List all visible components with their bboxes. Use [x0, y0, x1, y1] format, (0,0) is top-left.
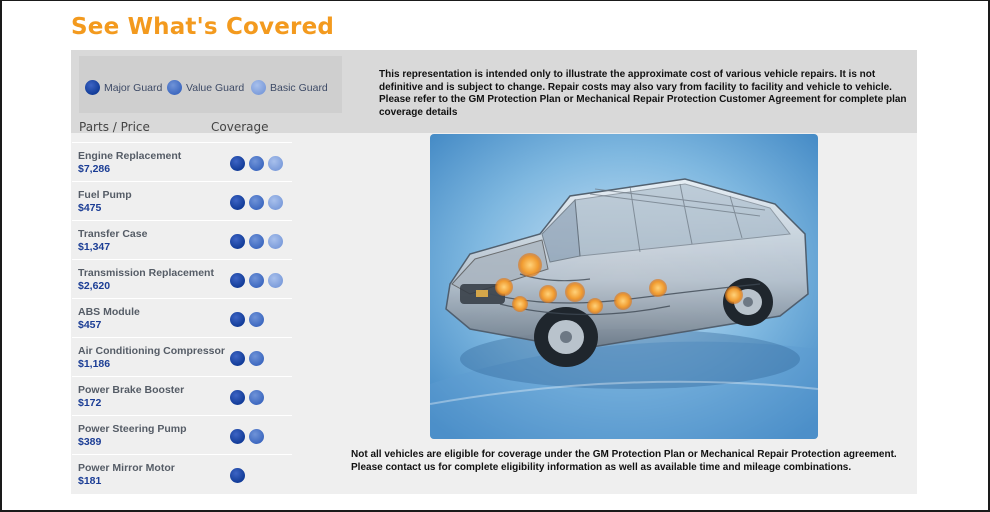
- coverage-header: Coverage: [211, 120, 269, 134]
- part-name: Engine Replacement: [78, 150, 182, 162]
- basic-guard-dot-icon: [268, 273, 283, 288]
- legend-label: Major Guard: [104, 81, 163, 94]
- part-price: $181: [78, 475, 102, 487]
- value-guard-dot-icon: [249, 429, 264, 444]
- part-row: [72, 220, 292, 259]
- value-guard-dot-icon: [249, 312, 264, 327]
- part-name: Transfer Case: [78, 228, 148, 240]
- coverage-dots: [230, 156, 287, 171]
- part-row: [72, 337, 292, 376]
- value-guard-dot-icon: [249, 390, 264, 405]
- basic-guard-dot-icon: [268, 195, 283, 210]
- legend-item-value: [167, 80, 244, 95]
- basic-guard-dot-icon: [268, 156, 283, 171]
- coverage-dots: [230, 429, 268, 444]
- part-name: Power Steering Pump: [78, 423, 187, 435]
- disclaimer-text: This representation is intended only to illustrate the approximate cost of various vehicle repairs. It is not definitive and is subject to change. Repair costs may also vary from facility to facility and vehicle to vehicle. Please refer to the GM Protection Plan or Mechanical Repair Protection Customer Agreement for complete plan coverage details: [379, 69, 907, 118]
- part-row: [72, 181, 292, 220]
- part-price: $1,347: [78, 241, 111, 253]
- major-guard-dot-icon: [230, 429, 245, 444]
- part-row: [72, 298, 292, 337]
- value-guard-dot-icon: [167, 80, 182, 95]
- part-row: [72, 259, 292, 298]
- major-guard-dot-icon: [230, 156, 245, 171]
- part-row: [72, 454, 292, 493]
- part-row: [72, 415, 292, 454]
- parts-price-header: Parts / Price: [79, 120, 150, 134]
- major-guard-dot-icon: [230, 312, 245, 327]
- part-name: Fuel Pump: [78, 189, 132, 201]
- coverage-dots: [230, 468, 249, 483]
- part-price: $389: [78, 436, 102, 448]
- part-name: Transmission Replacement: [78, 267, 214, 279]
- major-guard-dot-icon: [230, 273, 245, 288]
- coverage-dots: [230, 390, 268, 405]
- legend-label: Basic Guard: [270, 81, 328, 94]
- major-guard-dot-icon: [230, 234, 245, 249]
- part-price: $7,286: [78, 163, 111, 175]
- value-guard-dot-icon: [249, 195, 264, 210]
- part-price: $2,620: [78, 280, 111, 292]
- value-guard-dot-icon: [249, 234, 264, 249]
- legend-item-basic: [251, 80, 328, 95]
- major-guard-dot-icon: [230, 390, 245, 405]
- value-guard-dot-icon: [249, 156, 264, 171]
- part-price: $1,186: [78, 358, 111, 370]
- value-guard-dot-icon: [249, 351, 264, 366]
- legend-item-major: [85, 80, 162, 95]
- coverage-dots: [230, 273, 287, 288]
- parts-list: [72, 142, 292, 493]
- part-price: $475: [78, 202, 102, 214]
- major-guard-dot-icon: [230, 468, 245, 483]
- page-title: See What's Covered: [71, 14, 335, 40]
- part-name: Air Conditioning Compressor: [78, 345, 225, 357]
- major-guard-dot-icon: [230, 351, 245, 366]
- part-name: Power Mirror Motor: [78, 462, 175, 474]
- basic-guard-dot-icon: [251, 80, 266, 95]
- vehicle-cutaway-image: [430, 134, 818, 439]
- part-row: [72, 142, 292, 181]
- basic-guard-dot-icon: [268, 234, 283, 249]
- part-row: [72, 376, 292, 415]
- coverage-dots: [230, 234, 287, 249]
- major-guard-dot-icon: [85, 80, 100, 95]
- part-name: ABS Module: [78, 306, 140, 318]
- major-guard-dot-icon: [230, 195, 245, 210]
- coverage-dots: [230, 351, 268, 366]
- coverage-dots: [230, 312, 268, 327]
- legend-label: Value Guard: [186, 81, 245, 94]
- part-price: $172: [78, 397, 102, 409]
- value-guard-dot-icon: [249, 273, 264, 288]
- part-price: $457: [78, 319, 102, 331]
- coverage-dots: [230, 195, 287, 210]
- part-name: Power Brake Booster: [78, 384, 185, 396]
- eligibility-note: Not all vehicles are eligible for coverage under the GM Protection Plan or Mechanical Repair Protection agreement. Please contact us for complete eligibility information as well as available time and mileage combinations.: [351, 449, 897, 473]
